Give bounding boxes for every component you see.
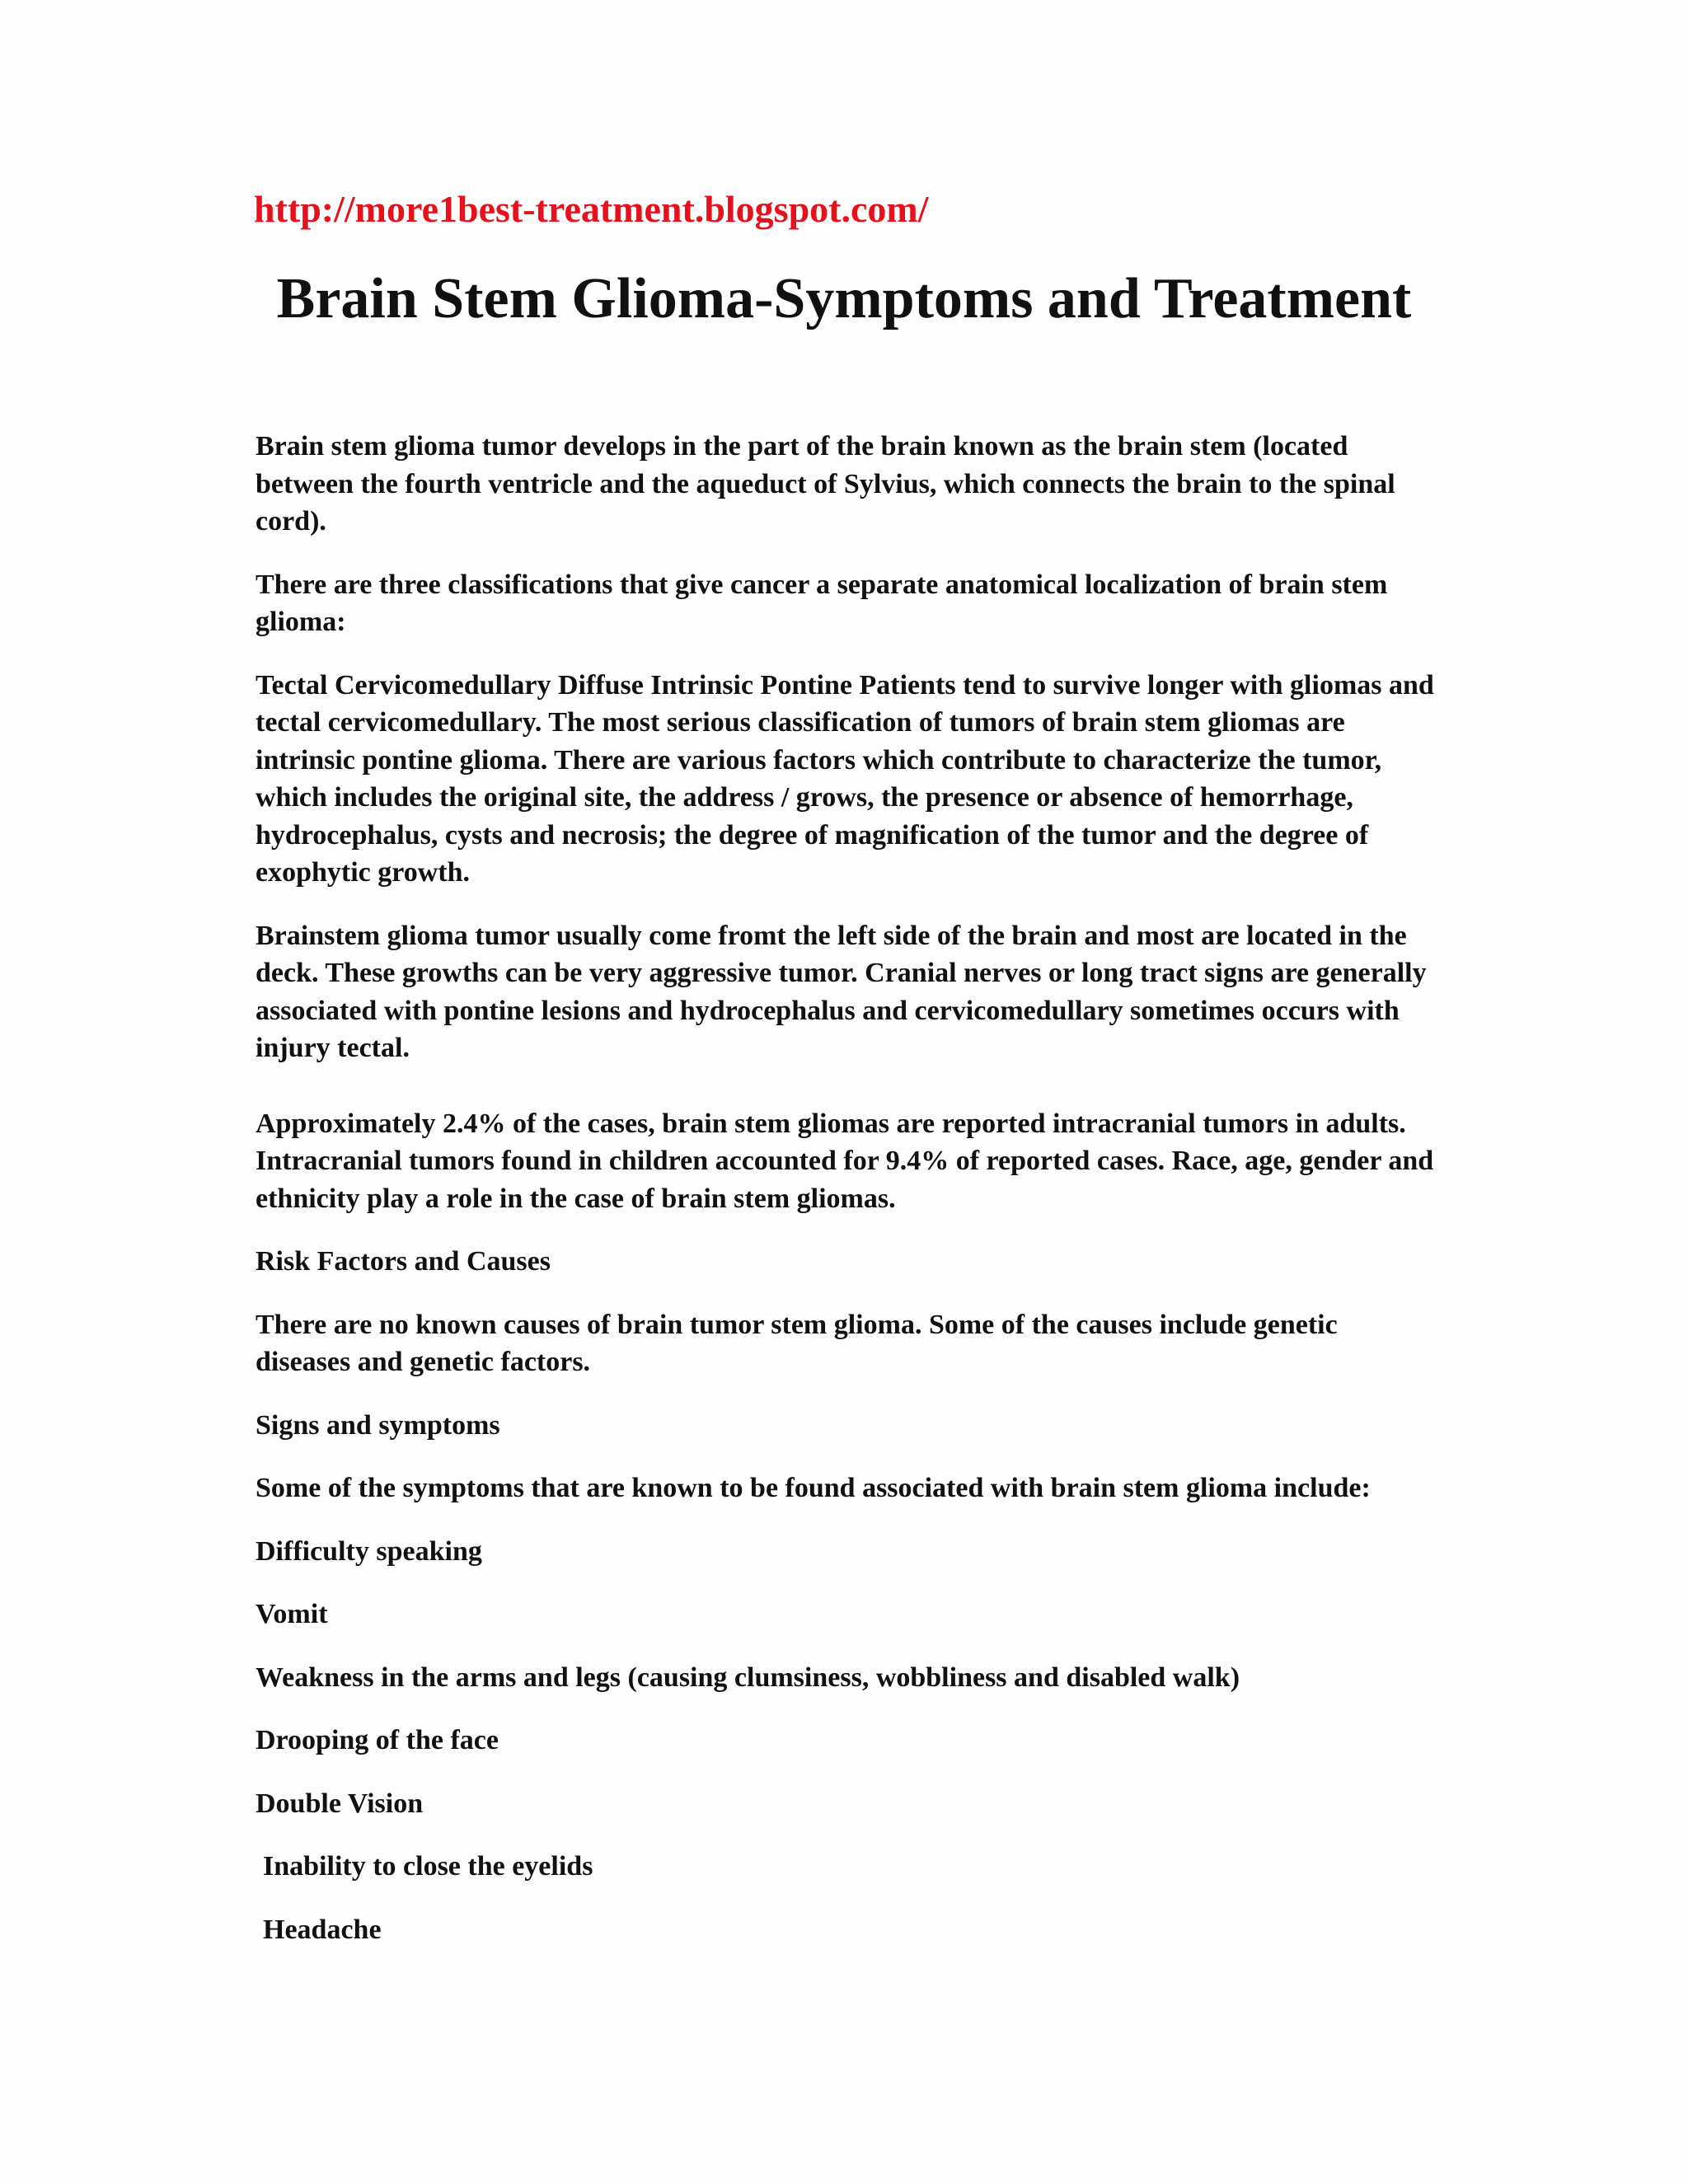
symptom-item: Weakness in the arms and legs (causing clumsiness, wobbliness and disabled walk) <box>256 1661 1240 1693</box>
paragraph-classification-details: Tectal Cervicomedullary Diffuse Intrinsic Pontine Patients tend to survive longer with gliomas and tectal cervicomedullary. The most serious classification of tumors of brain stem gliomas are intrinsic pontine glioma. There are various factors which contribute to characterize the tumor, which includes the original site, the address / grows, the presence or absence of hemorrhage, hydrocephalus, cysts and necrosis; the degree of magnification of the tumor and the degree of exophytic growth. <box>256 669 1434 888</box>
paragraph-location: Brainstem glioma tumor usually come fromt the left side of the brain and most are located in the deck. These growths can be very aggressive tumor. Cranial nerves or long tract signs are generally associated with pontine lesions and hydrocephalus and cervicomedullary sometimes occurs with injury tectal. <box>256 920 1427 1063</box>
paragraph-intro: Brain stem glioma tumor develops in the part of the brain known as the brain stem (located between the fourth ventricle and the aqueduct of Sylvius, which connects the brain to the spinal cord). <box>256 431 1395 537</box>
symptom-item: Headache <box>263 1914 382 1945</box>
symptom-item: Drooping of the face <box>256 1725 499 1755</box>
article-body <box>256 428 1434 1974</box>
paragraph-statistics: Approximately 2.4% of the cases, brain stem gliomas are reported intracranial tumors in adults. Intracranial tumors found in children accounted for 9.4% of reported cases. Race, age, gender and ethnicity play a role in the case of brain stem gliomas. <box>256 1108 1434 1214</box>
paragraph-symptoms-intro: Some of the symptoms that are known to be found associated with brain stem glioma include: <box>256 1473 1371 1503</box>
blog-url-link[interactable]: http://more1best-treatment.blogspot.com/ <box>254 188 929 230</box>
paragraph-causes: There are no known causes of brain tumor stem glioma. Some of the causes include genetic diseases and genetic factors. <box>256 1309 1338 1377</box>
symptom-item: Difficulty speaking <box>256 1535 482 1567</box>
heading-signs-symptoms: Signs and symptoms <box>256 1409 500 1441</box>
heading-risk-factors: Risk Factors and Causes <box>256 1246 551 1277</box>
page-title: Brain Stem Glioma-Symptoms and Treatment <box>276 267 1412 330</box>
symptom-item: Inability to close the eyelids <box>263 1851 593 1882</box>
paragraph-classifications: There are three classifications that give cancer a separate anatomical localization of brain stem glioma: <box>256 569 1388 637</box>
symptom-item: Double Vision <box>256 1788 424 1819</box>
symptom-item: Vomit <box>256 1599 328 1629</box>
